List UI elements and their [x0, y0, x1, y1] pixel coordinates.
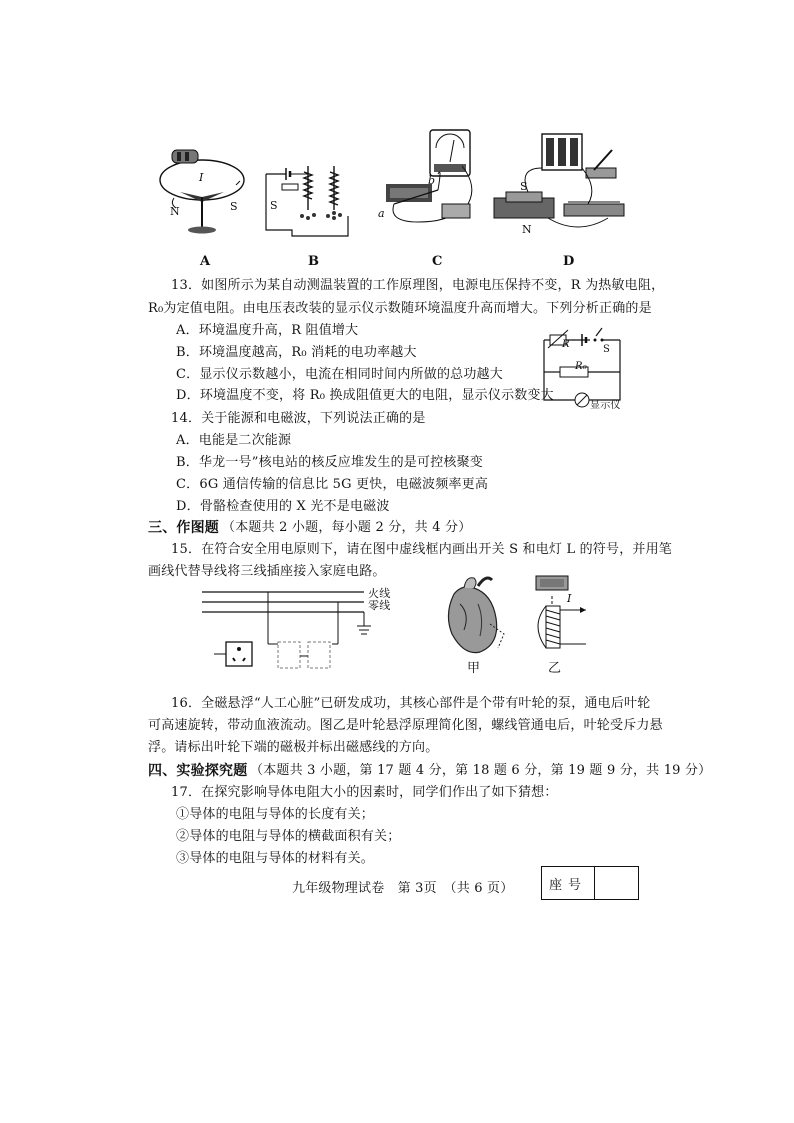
figure-a-current-label: I — [199, 171, 204, 184]
q17-guess-3: ③导体的电阻与导体的材料有关。 — [176, 851, 375, 866]
q13-circuit-r-label: R — [562, 339, 570, 350]
q13-circuit-r0-label: R₀ — [575, 361, 587, 372]
q17-guess-2: ②导体的电阻与导体的横截面积有关； — [176, 829, 401, 844]
section3-note: （本题共 2 小题，每小题 2 分，共 4 分） — [222, 520, 472, 535]
q16-line3: 浮。请标出叶轮下端的磁极并标出磁感线的方向。 — [148, 740, 439, 755]
figure-c — [378, 126, 498, 232]
figure-d-s-label: S — [520, 180, 528, 193]
seat-number-label: 座号 — [542, 867, 595, 899]
q16-line2: 可高速旋转，带动血液流动。图乙是叶轮悬浮原理简化图，螺线管通电后，叶轮受斥力悬 — [148, 718, 663, 733]
figure-c-b-label: b — [428, 174, 436, 187]
q16-current-label: I — [567, 592, 572, 605]
q16-figure-yi-label: 乙 — [548, 661, 562, 676]
q16-figure-jia-label: 甲 — [467, 661, 481, 676]
q13-circuit-display-label: 显示仪 — [590, 400, 621, 411]
q14-option-c: C．6G 通信传输的信息比 5G 更快，电磁波频率更高 — [176, 477, 489, 492]
figure-d-n-label: N — [522, 223, 532, 236]
figure-a-s-label: S — [230, 200, 238, 213]
q13-option-a: A．环境温度升高，R 阻值增大 — [176, 323, 359, 338]
figure-a-n-label: N — [170, 205, 180, 218]
figure-d — [488, 128, 638, 238]
q13-line2: R₀为定值电阻。由电压表改装的显示仪示数随环境温度升高而增大。下列分析正确的是 — [148, 301, 652, 316]
q13-option-d: D．环境温度不变，将 R₀ 换成阻值更大的电阻，显示仪示数变大 — [176, 388, 554, 403]
q13-option-b: B．环境温度越高，R₀ 消耗的电功率越大 — [176, 345, 417, 360]
figure-label-b: B — [308, 254, 319, 269]
figure-a — [150, 140, 250, 240]
section4-title: 四、实验探究题 — [148, 763, 248, 779]
q15-neutral-wire-label: 零线 — [368, 599, 391, 612]
section4-note: （本题共 3 小题，第 17 题 4 分，第 18 题 6 分，第 19 题 9 分，共 19 分） — [250, 763, 712, 778]
q14-stem: 14．关于能源和电磁波，下列说法正确的是 — [171, 411, 426, 426]
q14-option-a: A．电能是二次能源 — [176, 433, 292, 448]
q16-line1: 16．全磁悬浮“人工心脏”已研发成功，其核心部件是个带有叶轮的泵，通电后叶轮 — [171, 696, 651, 711]
figure-label-c: C — [432, 254, 443, 269]
q13-line1: 13．如图所示为某自动测温装置的工作原理图，电源电压保持不变，R 为热敏电阻， — [171, 278, 665, 293]
seat-number-box — [541, 866, 639, 900]
figure-label-d: D — [563, 254, 575, 269]
q15-line1: 15．在符合安全用电原则下，请在图中虚线框内画出开关 S 和电灯 L 的符号，并用笔 — [171, 542, 673, 557]
figure-c-a-label: a — [378, 207, 385, 220]
section3-title: 三、作图题 — [148, 520, 219, 536]
figure-b-switch-label: S — [270, 199, 278, 212]
q17-stem: 17．在探究影响导体电阻大小的因素时，同学们作出了如下猜想： — [171, 785, 558, 800]
q16-solenoid-figure — [516, 574, 596, 660]
seat-number-field[interactable] — [595, 867, 638, 899]
page-footer: 九年级物理试卷 第 3页 （共 6 页） — [292, 881, 514, 896]
q15-live-wire-label: 火线 — [368, 587, 391, 600]
q16-heart-figure — [434, 574, 514, 660]
q14-option-d: D．骨骼检查使用的 X 光不是电磁波 — [176, 499, 390, 514]
q13-circuit-s-label: S — [603, 344, 611, 355]
q17-guess-1: ①导体的电阻与导体的长度有关； — [176, 807, 375, 822]
figure-label-a: A — [200, 254, 211, 269]
q15-wiring-diagram — [200, 586, 380, 676]
q15-line2: 画线代替导线将三线插座接入家庭电路。 — [148, 564, 386, 579]
q14-option-b: B．华龙一号”核电站的核反应堆发生的是可控核聚变 — [176, 455, 483, 470]
q13-option-c: C．显示仪示数越小，电流在相同时间内所做的总功越大 — [176, 367, 503, 382]
